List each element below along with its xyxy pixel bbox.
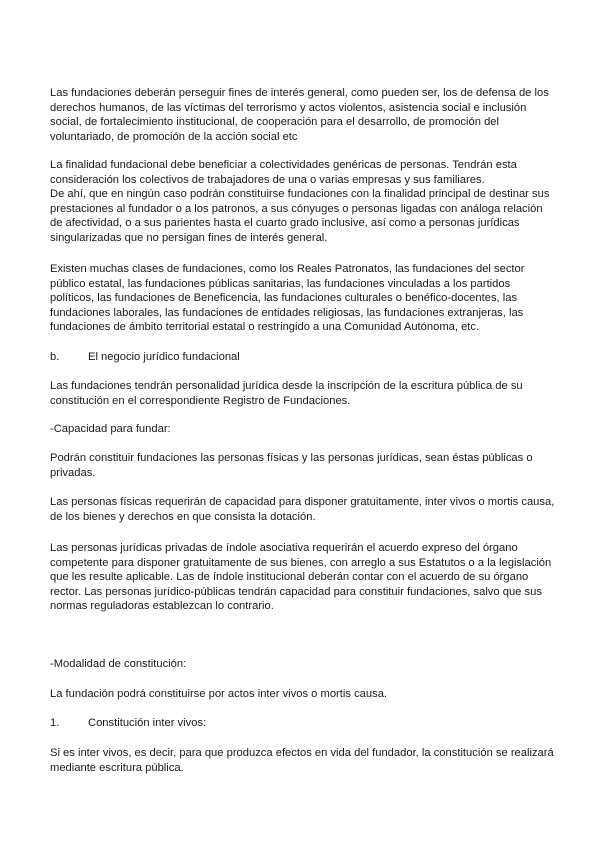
- paragraph-clases: Existen muchas clases de fundaciones, como los Reales Patronatos, las fundaciones del sector público estatal, las fundaciones públicas sanitarias, las fundaciones vinculadas a los partidos políticos, las fundaciones de Beneficencia, las fundaciones culturales o benéfico-docentes, las fundaciones laborales, las fundaciones de entidades religiosas, las fundaciones extranjeras, las fundaciones de ámbito territorial estatal o restringido a una Comunidad Autónoma, etc.: [50, 263, 525, 334]
- section-number: 1.: [50, 717, 60, 729]
- paragraph-actos: La fundación podrá constituirse por actos inter vivos o mortis causa.: [50, 688, 388, 700]
- paragraph-de-ahi: De ahí, que en ningún caso podrán constituirse fundaciones con la finalidad principal de destinar sus prestaciones al fundador o a los patronos, a sus cónyuges o personas ligadas con análoga relación de afectividad, o a sus parientes hasta el cuarto grado inclusive, así como a personas jurídicas singularizadas que no persigan fines de interés general.: [50, 188, 550, 244]
- paragraph-personas-fisicas: Las personas físicas requerirán de capacidad para disponer gratuitamente, inter vivos o mortis causa, de los bienes y derechos en que consista la dotación.: [50, 496, 555, 523]
- paragraph-finalidad: La finalidad fundacional debe beneficiar a colectividades genéricas de personas. Tendrán esta consideración los colectivos de trabajadores de una o varias empresas y sus familiares.: [50, 159, 517, 186]
- section-heading-1: [50, 716, 556, 731]
- subheading-modalidad: -Modalidad de constitución:: [50, 658, 187, 670]
- section-title: Constitución inter vivos:: [88, 717, 207, 729]
- section-heading-b: [50, 350, 556, 365]
- paragraph-podran-constituir: Podrán constituir fundaciones las personas físicas y las personas jurídicas, sean éstas públicas o privadas.: [50, 452, 533, 479]
- paragraph-inter-vivos: Si es inter vivos, es decir, para que produzca efectos en vida del fundador, la constitución se realizará mediante escritura pública.: [50, 747, 554, 774]
- section-title: El negocio jurídico fundacional: [88, 351, 240, 363]
- section-number: b.: [50, 351, 60, 363]
- paragraph-fines: Las fundaciones deberán perseguir fines de interés general, como pueden ser, los de defensa de los derechos humanos, de las víctimas del terrorismo y actos violentos, asistencia social e inclusión social, de fortalecimiento institucional, de cooperación para el desarrollo, de promoción del voluntariado, de promoción de la acción social etc: [50, 87, 549, 143]
- paragraph-personas-juridicas: Las personas jurídicas privadas de índole asociativa requerirán el acuerdo expreso del órgano competente para disponer gratuitamente de sus bienes, con arreglo a sus Estatutos o a la legislación que les resulte aplicable. Las de índole institucional deberán contar con el acuerdo de su órgano rector. Las personas jurídico-públicas tendrán capacidad para constituir fundaciones, salvo que sus normas reguladoras establezcan lo contrario.: [50, 542, 552, 613]
- subheading-capacidad: -Capacidad para fundar:: [50, 423, 171, 435]
- paragraph-personalidad: Las fundaciones tendrán personalidad jurídica desde la inscripción de la escritura pública de su constitución en el correspondiente Registro de Fundaciones.: [50, 380, 523, 407]
